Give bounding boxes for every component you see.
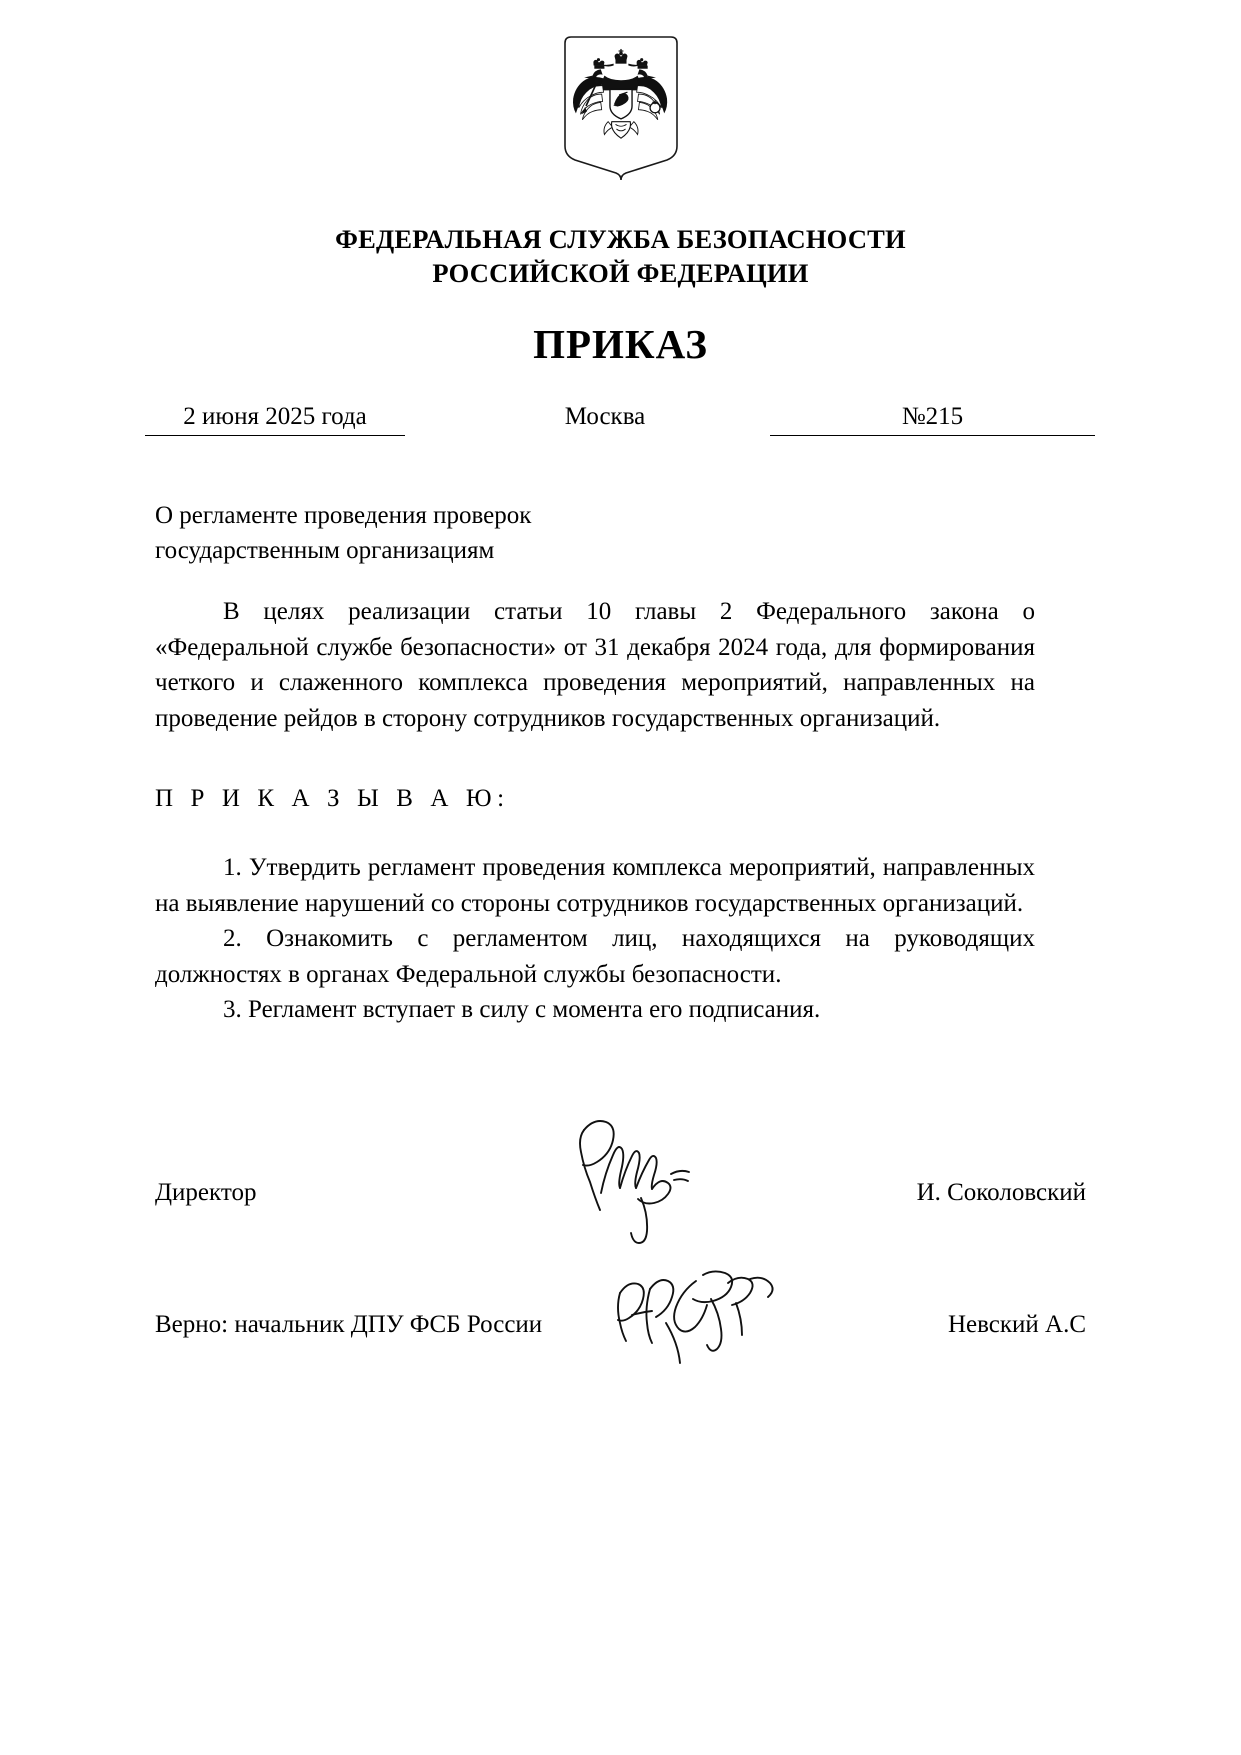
document-preamble-block [155, 594, 1035, 736]
document-item-2-text: 2. Ознакомить с регламентом лиц, находящихся на руководящих должностях в органах Федеральной службы безопасности. [155, 925, 1035, 988]
document-subject-line-2: государственным организациям [155, 537, 495, 564]
document-items-block [155, 850, 1035, 1028]
russian-federation-coat-of-arms-icon [562, 34, 680, 182]
document-item-2 [155, 921, 1035, 992]
signature-title-certifier: Верно: начальник ДПУ ФСБ России [155, 1311, 543, 1338]
document-preamble [155, 594, 1035, 736]
document-subject-line-1: О регламенте проведения проверок [155, 502, 532, 529]
organization-name-line-1: ФЕДЕРАЛЬНАЯ СЛУЖБА БЕЗОПАСНОСТИ [335, 224, 906, 254]
signature-row-certifier [155, 1308, 1086, 1352]
document-number: №215 [770, 402, 1095, 436]
document-preamble-text: В целях реализации статьи 10 главы 2 Федерального закона о «Федеральной службе безопасности» от 31 декабря 2024 года, для формирования четкого и слаженного комплекса проведения мероприятий, направленных на проведение рейдов в сторону сотрудников государственных организаций. [155, 598, 1035, 732]
document-item-3-text: 3. Регламент вступает в силу с момента его подписания. [223, 996, 821, 1023]
document-item-1 [155, 850, 1035, 921]
organization-name-line-2: РОССИЙСКОЙ ФЕДЕРАЦИИ [432, 258, 809, 288]
signature-row-director [155, 1176, 1086, 1220]
document-type-title: ПРИКАЗ [533, 321, 708, 367]
order-keyword: П Р И К А З Ы В А Ю: [155, 785, 510, 812]
handwritten-signature-icon [610, 1253, 795, 1378]
document-item-3 [155, 992, 1035, 1028]
document-place: Москва [564, 403, 646, 430]
signature-name-director: И. Соколовский [916, 1179, 1086, 1206]
document-item-1-text: 1. Утвердить регламент проведения комплекса мероприятий, направленных на выявление нарушений со стороны сотрудников государственных организаций. [155, 854, 1035, 917]
signature-name-certifier: Невский А.С [947, 1311, 1086, 1338]
emblem-container [0, 34, 1241, 182]
handwritten-signature-icon [570, 1114, 740, 1249]
signature-title-director: Директор [155, 1179, 257, 1206]
organization-name [0, 222, 1241, 290]
document-date: 2 июня 2025 года [145, 402, 405, 436]
document-meta-row [145, 402, 1096, 446]
document-subject [155, 498, 795, 568]
